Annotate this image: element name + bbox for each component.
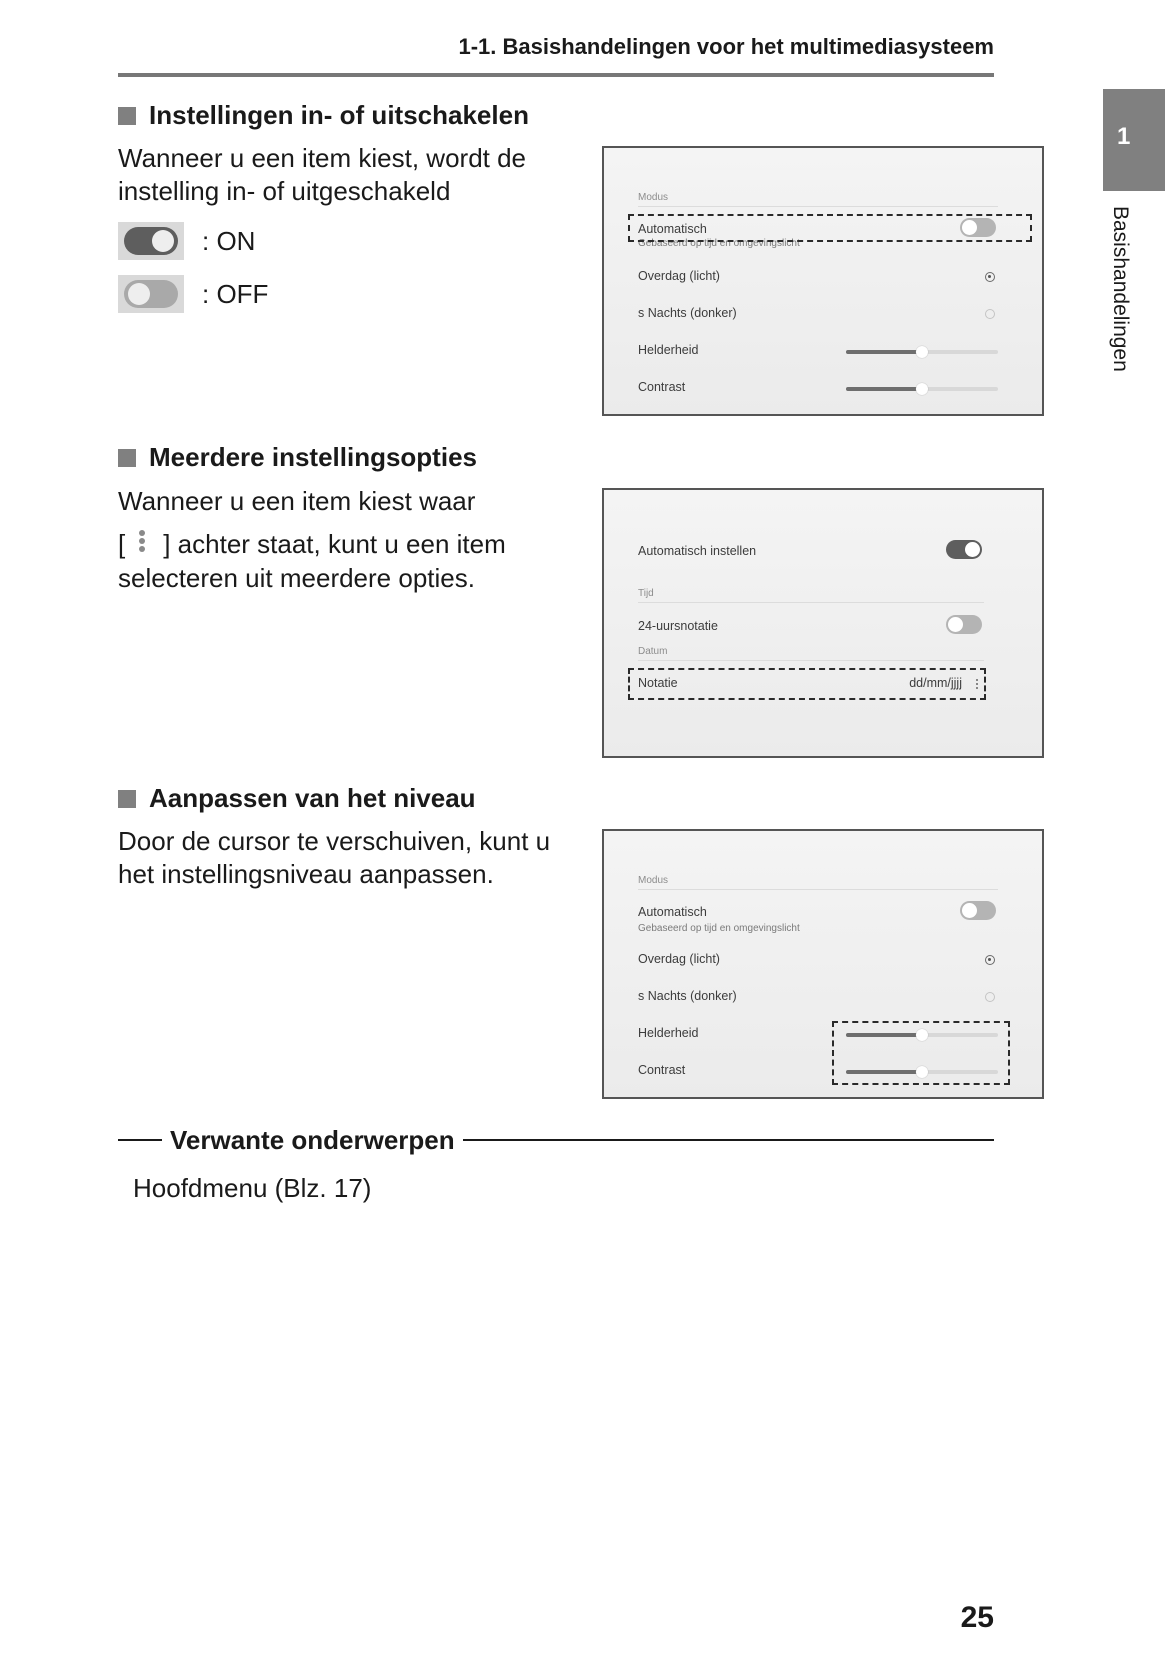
section-heading-text: Instellingen in- of uitschakelen bbox=[149, 100, 529, 130]
section-options-description bbox=[118, 484, 506, 595]
legend-off bbox=[118, 275, 268, 313]
night-mode-label: s Nachts (donker) bbox=[638, 989, 737, 1003]
screen-display-mode-toggle bbox=[602, 146, 1044, 416]
square-bullet-icon bbox=[118, 107, 136, 125]
text-line: selecteren uit meerdere opties. bbox=[118, 563, 475, 593]
slider-thumb[interactable] bbox=[916, 346, 928, 358]
legend-swatch bbox=[118, 222, 184, 260]
text-line: Wanneer u een item kiest waar bbox=[118, 486, 476, 516]
format-value: dd/mm/jjjj bbox=[909, 676, 962, 690]
chapter-side-label: Basishandelingen bbox=[1109, 206, 1132, 372]
chapter-tab bbox=[1103, 89, 1165, 191]
legend-off-label: : OFF bbox=[202, 278, 269, 309]
chapter-number: 1 bbox=[1117, 123, 1131, 150]
day-mode-label: Overdag (licht) bbox=[638, 269, 720, 283]
contrast-slider[interactable] bbox=[846, 387, 998, 391]
toggle-on-icon bbox=[124, 227, 178, 255]
section-heading-level bbox=[118, 783, 476, 814]
divider bbox=[638, 206, 998, 207]
category-date: Datum bbox=[638, 646, 668, 657]
day-mode-label: Overdag (licht) bbox=[638, 952, 720, 966]
divider bbox=[638, 889, 998, 890]
more-options-icon bbox=[139, 527, 145, 555]
hour24-toggle[interactable] bbox=[946, 615, 982, 634]
related-topics-title: Verwante onderwerpen bbox=[170, 1124, 455, 1155]
rule-right bbox=[463, 1139, 994, 1141]
legend-swatch bbox=[118, 275, 184, 313]
related-topics-header bbox=[118, 1125, 994, 1155]
page-number: 25 bbox=[960, 1601, 994, 1634]
category-time: Tijd bbox=[638, 588, 654, 599]
highlight-box bbox=[832, 1021, 1010, 1085]
highlight-box bbox=[628, 668, 986, 700]
text-line bbox=[118, 527, 506, 561]
text-line: het instellingsniveau aanpassen. bbox=[118, 859, 494, 889]
text-line: Door de cursor te verschuiven, kunt u bbox=[118, 826, 551, 856]
section-heading-options bbox=[118, 442, 477, 473]
section-heading-text: Aanpassen van het niveau bbox=[149, 783, 476, 813]
square-bullet-icon bbox=[118, 449, 136, 467]
section-toggle-description bbox=[118, 142, 526, 208]
day-mode-radio[interactable] bbox=[985, 272, 995, 282]
brightness-slider[interactable] bbox=[846, 350, 998, 354]
automatic-label: Automatisch bbox=[638, 222, 707, 236]
night-mode-radio[interactable] bbox=[985, 309, 995, 319]
slider-thumb[interactable] bbox=[916, 383, 928, 395]
toggle-off-icon bbox=[124, 280, 178, 308]
day-mode-radio[interactable] bbox=[985, 955, 995, 965]
section-level-description bbox=[118, 825, 550, 891]
format-label: Notatie bbox=[638, 676, 678, 690]
text-fragment: ] achter staat, kunt u een item bbox=[163, 529, 506, 559]
divider bbox=[638, 660, 984, 661]
divider bbox=[638, 602, 984, 603]
automatic-label: Automatisch bbox=[638, 905, 707, 919]
related-link-main-menu[interactable]: Hoofdmenu (Blz. 17) bbox=[133, 1173, 372, 1203]
automatic-sublabel: Gebaseerd op tijd en omgevingslicht bbox=[638, 923, 800, 934]
night-mode-label: s Nachts (donker) bbox=[638, 306, 737, 320]
rule-left bbox=[118, 1139, 162, 1141]
screen-date-time bbox=[602, 488, 1044, 758]
night-mode-radio[interactable] bbox=[985, 992, 995, 1002]
text-line: Wanneer u een item kiest, wordt de bbox=[118, 143, 527, 173]
section-heading-toggle bbox=[118, 100, 529, 131]
auto-set-label: Automatisch instellen bbox=[638, 544, 757, 558]
bracket-open: [ bbox=[118, 529, 126, 559]
header-rule bbox=[118, 73, 994, 77]
screen-display-mode-slider bbox=[602, 829, 1044, 1099]
category-modus: Modus bbox=[638, 875, 669, 886]
highlight-box bbox=[628, 214, 1032, 242]
automatic-toggle[interactable] bbox=[960, 901, 996, 920]
contrast-label: Contrast bbox=[638, 1063, 686, 1077]
square-bullet-icon bbox=[118, 790, 136, 808]
automatic-sublabel: Gebaseerd op tijd en omgevingslicht bbox=[638, 238, 800, 249]
contrast-label: Contrast bbox=[638, 380, 686, 394]
text-line: instelling in- of uitgeschakeld bbox=[118, 176, 451, 206]
chapter-header-title: 1-1. Basishandelingen voor het multimediasysteem bbox=[458, 34, 994, 59]
category-modus: Modus bbox=[638, 192, 669, 203]
legend-on bbox=[118, 222, 255, 260]
section-heading-text: Meerdere instellingsopties bbox=[149, 442, 477, 472]
auto-set-toggle[interactable] bbox=[946, 540, 982, 559]
brightness-label: Helderheid bbox=[638, 343, 699, 357]
hour24-label: 24-uursnotatie bbox=[638, 619, 718, 633]
legend-on-label: : ON bbox=[202, 225, 256, 256]
brightness-label: Helderheid bbox=[638, 1026, 699, 1040]
